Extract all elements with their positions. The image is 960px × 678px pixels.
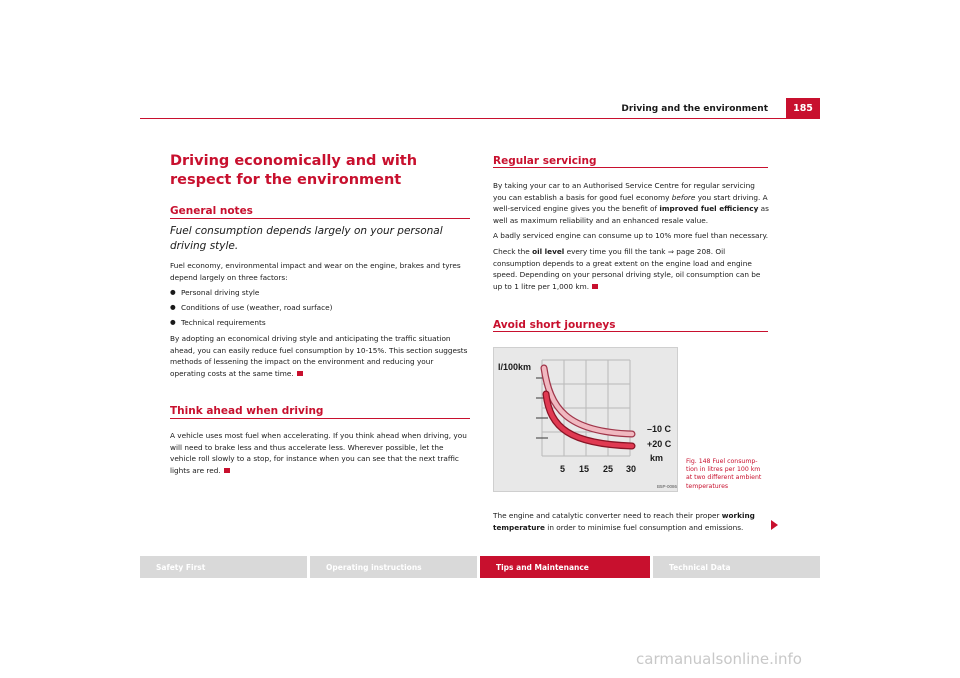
- chapter-title: Driving economically and with respect for the environment: [170, 153, 418, 188]
- general-paragraph-text: By adopting an economical driving style and anticipating the traffic situation ahead, you can easily reduce fuel consumption by 10-15%. This section suggests methods of lessening the impact on the environment and reducing your operating costs at the same time.: [170, 333, 468, 378]
- general-paragraph: [170, 333, 470, 379]
- figure-caption: Fig. 148 Fuel consump-tion in litres per 100 km at two different ambient temperatures: [686, 458, 762, 490]
- think-paragraph: [170, 430, 470, 476]
- x-tick-label: 15: [579, 464, 590, 474]
- footer-tab-operating-instructions[interactable]: Operating instructions: [310, 556, 477, 578]
- text-span: The engine and catalytic converter need to reach their proper: [493, 511, 722, 520]
- section-title-general-notes: General notes: [170, 205, 253, 217]
- end-of-section-icon: [592, 284, 598, 290]
- think-ahead-body: [170, 430, 470, 480]
- x-tick-label: 25: [603, 464, 614, 474]
- page-number: 185: [786, 98, 820, 118]
- list-item: ● Personal driving style: [170, 287, 470, 299]
- continue-arrow-icon: [771, 520, 778, 530]
- bold-text: oil level: [532, 246, 565, 256]
- footer-tab-safety-first[interactable]: Safety First: [140, 556, 307, 578]
- series-label-minus10: –10 C: [647, 424, 672, 434]
- text-span: By taking your car to an Authorised Service Centre for regular servicing you can establish a basis for good fuel economy: [493, 181, 755, 202]
- bold-text: working temperature: [493, 511, 755, 532]
- text-span: Check the: [493, 246, 533, 256]
- servicing-body: [493, 180, 769, 296]
- section-rule: [170, 218, 470, 219]
- short-journeys-body: [493, 510, 769, 537]
- x-tick-label: 30: [626, 464, 637, 474]
- servicing-paragraph-3: [493, 246, 769, 292]
- curve-plus20-outline: [546, 394, 632, 446]
- figure-y-label: l/100km: [498, 362, 532, 372]
- fuel-consumption-illustration: [494, 348, 677, 491]
- lead-text: Fuel consumption depends largely on your personal driving style.: [170, 225, 443, 252]
- end-of-section-icon: [224, 468, 230, 474]
- list-item: ● Technical requirements: [170, 317, 470, 329]
- list-item: ● Conditions of use (weather, road surface): [170, 302, 470, 314]
- figure-code: B5P-0086: [657, 484, 677, 489]
- footer-tab-technical-data[interactable]: Technical Data: [653, 556, 820, 578]
- section-rule: [493, 167, 768, 168]
- series-label-plus20: +20 C: [647, 439, 672, 449]
- general-intro: Fuel economy, environmental impact and wear on the engine, brakes and tyres depend largely on three factors:: [170, 261, 461, 282]
- section-rule: [493, 331, 768, 332]
- x-tick-label: 5: [560, 464, 566, 474]
- emphasis-text: before: [671, 192, 696, 202]
- text-span: every time you fill the tank ⇒ page 208. Oil consumption depends to a great extent on the engine load and engine speed. Depending on your personal driving style, oil consumption can be up to 1 litre per 1,000 km.: [493, 246, 761, 291]
- section-title-regular-servicing: Regular servicing: [493, 155, 597, 167]
- text-span: in order to minimise fuel consumption and emissions.: [544, 522, 744, 532]
- general-notes-body: [170, 260, 470, 383]
- footer-tab-tips-and-maintenance[interactable]: Tips and Maintenance: [480, 556, 650, 578]
- header-rule: [140, 118, 820, 119]
- section-title-avoid-short-journeys: Avoid short journeys: [493, 319, 616, 331]
- short-journeys-paragraph: [493, 510, 769, 533]
- bold-text: improved fuel efficiency: [659, 204, 759, 214]
- servicing-paragraph-2: A badly serviced engine can consume up to 10% more fuel than necessary.: [493, 231, 769, 241]
- running-header-title: Driving and the environment: [621, 104, 768, 114]
- text-span: you start driving. A well-serviced engine gives you the benefit of: [493, 192, 768, 214]
- section-rule: [170, 418, 470, 419]
- think-paragraph-text: A vehicle uses most fuel when accelerating. If you think ahead when driving, you will need to brake less and thus accelerate less. Wherever possible, let the vehicle roll slowly to a stop, for instance when you can see that the next traffic lights are red.: [170, 431, 467, 475]
- text-span: as well as maximum reliability and an enhanced resale value.: [493, 204, 769, 225]
- end-of-section-icon: [297, 371, 303, 377]
- factors-list: [170, 287, 470, 329]
- section-title-think-ahead: Think ahead when driving: [170, 405, 324, 417]
- fuel-consumption-figure: [493, 347, 678, 492]
- figure-x-label: km: [650, 453, 664, 463]
- watermark: carmanualsonline.info: [636, 650, 802, 668]
- servicing-paragraph-1: [493, 180, 769, 226]
